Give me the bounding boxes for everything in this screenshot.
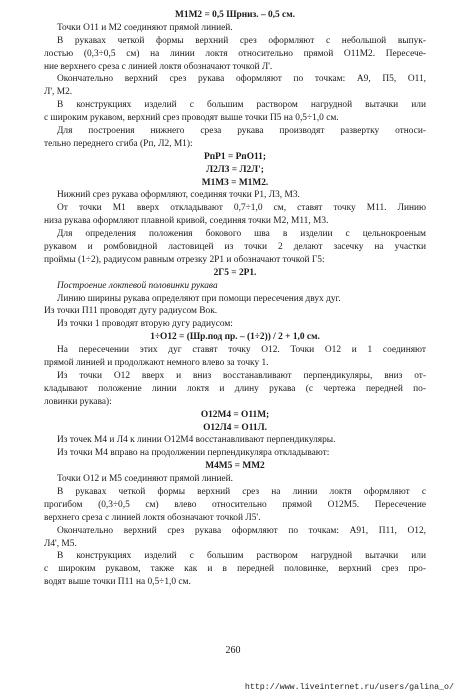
- text-line: с широким рукавом, также как и в передней половинке, верхний срез про-: [44, 564, 426, 575]
- text-line: ние верхнего среза с линией локтя обозначают точкой Л'.: [44, 61, 273, 72]
- page-number: 260: [225, 645, 241, 656]
- text-line: тельно переднего сгиба (Рп, Л2, М1):: [44, 138, 193, 149]
- text-line: прогибом (0,3÷0,5 см) влево относительно прямой О12М5. Пересечение: [44, 499, 426, 510]
- text-line: В рукавах четкой формы верхний срез на линии локтя оформляют с: [57, 486, 426, 497]
- text-line: Для построения нижнего среза рукава производят развертку относи-: [57, 126, 426, 137]
- text-line: верхнего среза с линией локтя обозначают точкой Л5'.: [44, 512, 261, 523]
- text-line: Линию ширины рукава определяют при помощи пересечения двух дуг.: [57, 293, 341, 304]
- text-line: лостью (0,3÷0,5 см) на линии локтя относительно прямой О11М2. Пересече-: [44, 48, 426, 59]
- text-line: О12Л4 = О11Л.: [203, 422, 267, 433]
- text-line: О12М4 = О11М;: [200, 409, 270, 420]
- footer-url[interactable]: http://www.liveinternet.ru/users/galina_o/: [244, 683, 454, 692]
- text-line: водят выше точки П11 на 0,5÷1,0 см.: [44, 577, 191, 588]
- text-line: Л4', М5.: [44, 538, 77, 549]
- text-line: 1÷О12 = (Шр.под пр. – (1÷2)) / 2 + 1,0 см.: [150, 332, 320, 343]
- text-line: Из точек М4 и Л4 к линии О12М4 восстанавливают перпендикуляры.: [57, 435, 336, 446]
- text-line: с широким рукавом, верхний срез проводят выше точки П5 на 0,5÷1,0 см.: [44, 113, 339, 124]
- text-line: Л', М2.: [44, 87, 73, 98]
- text-line: На пересечении этих дуг ставят точку О12. Точки О12 и 1 соединяют: [57, 345, 426, 356]
- text-line: рукавом и ромбовидной ластовицей из точки 2 делают засечку на участки: [44, 242, 426, 253]
- text-line: РпР1 = РпО11;: [204, 151, 266, 162]
- text-line: 2Г5 = 2Р1.: [213, 267, 257, 278]
- text-line: Окончательно верхний срез рукава оформляют по точкам: А9, П5, О11,: [57, 74, 426, 85]
- text-line: Из точки М4 вправо на продолжении перпендикуляра откладывают:: [57, 448, 330, 459]
- text-line: Окончательно верхний срез рукава оформляют по точкам: А91, П11, О12,: [57, 525, 426, 536]
- page-body-text: [44, 9, 426, 589]
- text-line: Для определения положения бокового шва в изделии с цельнокроеным: [57, 229, 426, 240]
- text-line: Из точки П11 проводят дугу радиусом Вок.: [44, 306, 218, 317]
- text-line: М4М5 = ММ2: [205, 461, 265, 472]
- text-line: ловинки рукава):: [44, 396, 112, 407]
- text-line: М1М3 = М1М2.: [201, 177, 269, 188]
- text-line: низа рукава оформляют плавной кривой, соединяя точки М2, М11, М3.: [44, 216, 329, 227]
- text-line: Нижний срез рукава оформляют, соединяя точки Р1, Л3, М3.: [57, 190, 300, 201]
- text-line: Точки О12 и М5 соединяют прямой линией.: [57, 474, 233, 485]
- text-line: В конструкциях изделий с большим раствором нагрудной вытачки или: [57, 551, 426, 562]
- text-line: проймы (1÷2), радиусом равным отрезку 2Р1 и обозначают точкой Г5:: [44, 254, 325, 265]
- text-line: В конструкциях изделий с большим раствором нагрудной вытачки или: [57, 100, 426, 111]
- text-line: Точки О11 и М2 соединяют прямой линией.: [57, 22, 233, 33]
- text-line: Из точки О12 вверх и вниз восстанавливают перпендикуляры, вниз от-: [57, 370, 426, 381]
- text-line: прямой линией и продолжают немного влево за точку 1.: [44, 358, 269, 369]
- text-line: кладывают положение линии локтя и длину рукава (с чертежа передней по-: [44, 383, 426, 394]
- text-line: От точки М1 вверх откладывают 0,7÷1,0 см, ставят точку М11. Линию: [57, 203, 426, 214]
- text-line: В рукавах четкой формы верхний срез оформляют с небольшой выпук-: [57, 35, 426, 46]
- text-line: М1М2 = 0,5 Шрниз. – 0,5 см.: [175, 10, 295, 20]
- text-line: Построение локтевой половинки рукава: [57, 280, 218, 291]
- text-line: Из точки 1 проводят вторую дугу радиусом:: [57, 319, 233, 330]
- text-line: Л2Л3 = Л2Л';: [206, 164, 264, 175]
